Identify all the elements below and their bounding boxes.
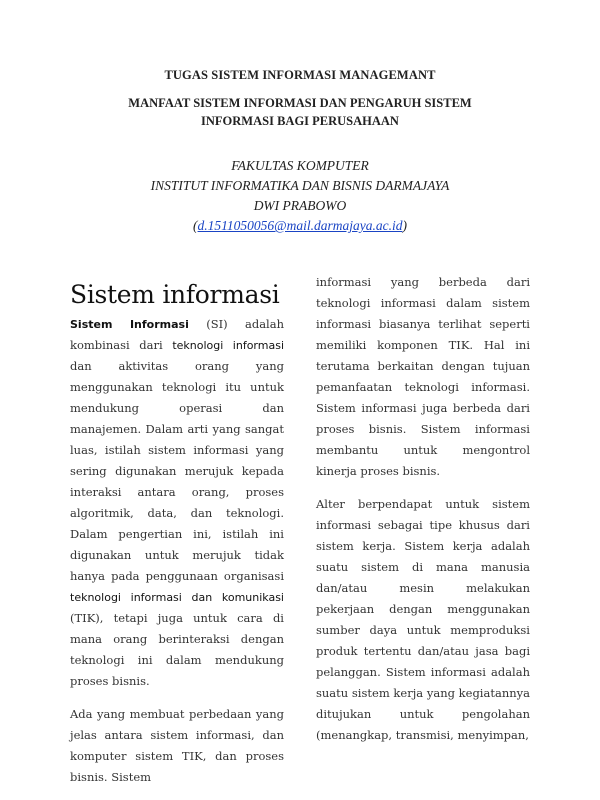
paragraph-text: (SI) adalah kombinasi dari [70, 317, 284, 352]
email-open-paren: ( [193, 218, 198, 233]
paragraph-text: dan aktivitas orang yang menggunakan teknologi itu untuk mendukung operasi dan manajemen. Dalam arti yang sangat luas, istilah sistem informasi yang sering digunakan merujuk kepada interaksi antara orang, proses algoritmik, data, dan teknologi. Dalam pengertian ini, istilah ini digunakan untuk merujuk tidak hanya pada penggunaan organisasi [70, 359, 284, 583]
paragraph: informasi yang berbeda dari teknologi informasi dalam sistem informasi biasanya terlihat seperti memiliki komponen TIK. Hal ini terutama berkaitan dengan tujuan pemanfaatan teknologi informasi. Sistem informasi juga berbeda dari proses bisnis. Sistem informasi membantu untuk mengontrol kinerja proses bisnis. [316, 275, 530, 478]
section-heading: Sistem informasi [70, 280, 280, 309]
link-teknologi-informasi[interactable]: teknologi informasi [172, 339, 284, 352]
paper-title-line1: MANFAAT SISTEM INFORMASI DAN PENGARUH SISTEM [128, 96, 472, 110]
term-sistem-informasi: Sistem Informasi [70, 318, 189, 331]
email-link[interactable]: d.1511050056@mail.darmajaya.ac.id [197, 218, 403, 233]
author-name: DWI PRABOWO [253, 198, 347, 213]
paragraph [70, 314, 284, 692]
paper-title [40, 94, 560, 130]
paper-title-line2: INFORMASI BAGI PERUSAHAAN [201, 114, 399, 128]
column-left [70, 314, 284, 800]
paragraph: Ada yang membuat perbedaan yang jelas antara sistem informasi, dan komputer sistem TIK, dan proses bisnis. Sistem [70, 707, 284, 784]
email-line [40, 216, 560, 236]
paragraph-text: (TIK), tetapi juga untuk cara di mana orang berinteraksi dengan teknologi ini dalam mendukung proses bisnis. [70, 611, 284, 688]
faculty: FAKULTAS KOMPUTER [231, 158, 369, 173]
course-title: TUGAS SISTEM INFORMASI MANAGEMANT [164, 68, 436, 82]
institute: INSTITUT INFORMATIKA DAN BISNIS DARMAJAYA [150, 178, 450, 193]
column-right [316, 272, 530, 758]
link-tik[interactable]: teknologi informasi dan komunikasi [70, 591, 284, 604]
paragraph: Alter berpendapat untuk sistem informasi sebagai tipe khusus dari sistem kerja. Sistem kerja adalah suatu sistem di mana manusia dan/atau mesin melakukan pekerjaan dengan menggunakan sumber daya untuk memproduksi produk tertentu dan/atau jasa bagi pelanggan. Sistem informasi adalah suatu sistem kerja yang kegiatannya ditujukan untuk pengolahan (menangkap, transmisi, menyimpan, [316, 497, 530, 742]
email-close-paren: ) [402, 218, 407, 233]
affiliation-block [40, 156, 560, 236]
